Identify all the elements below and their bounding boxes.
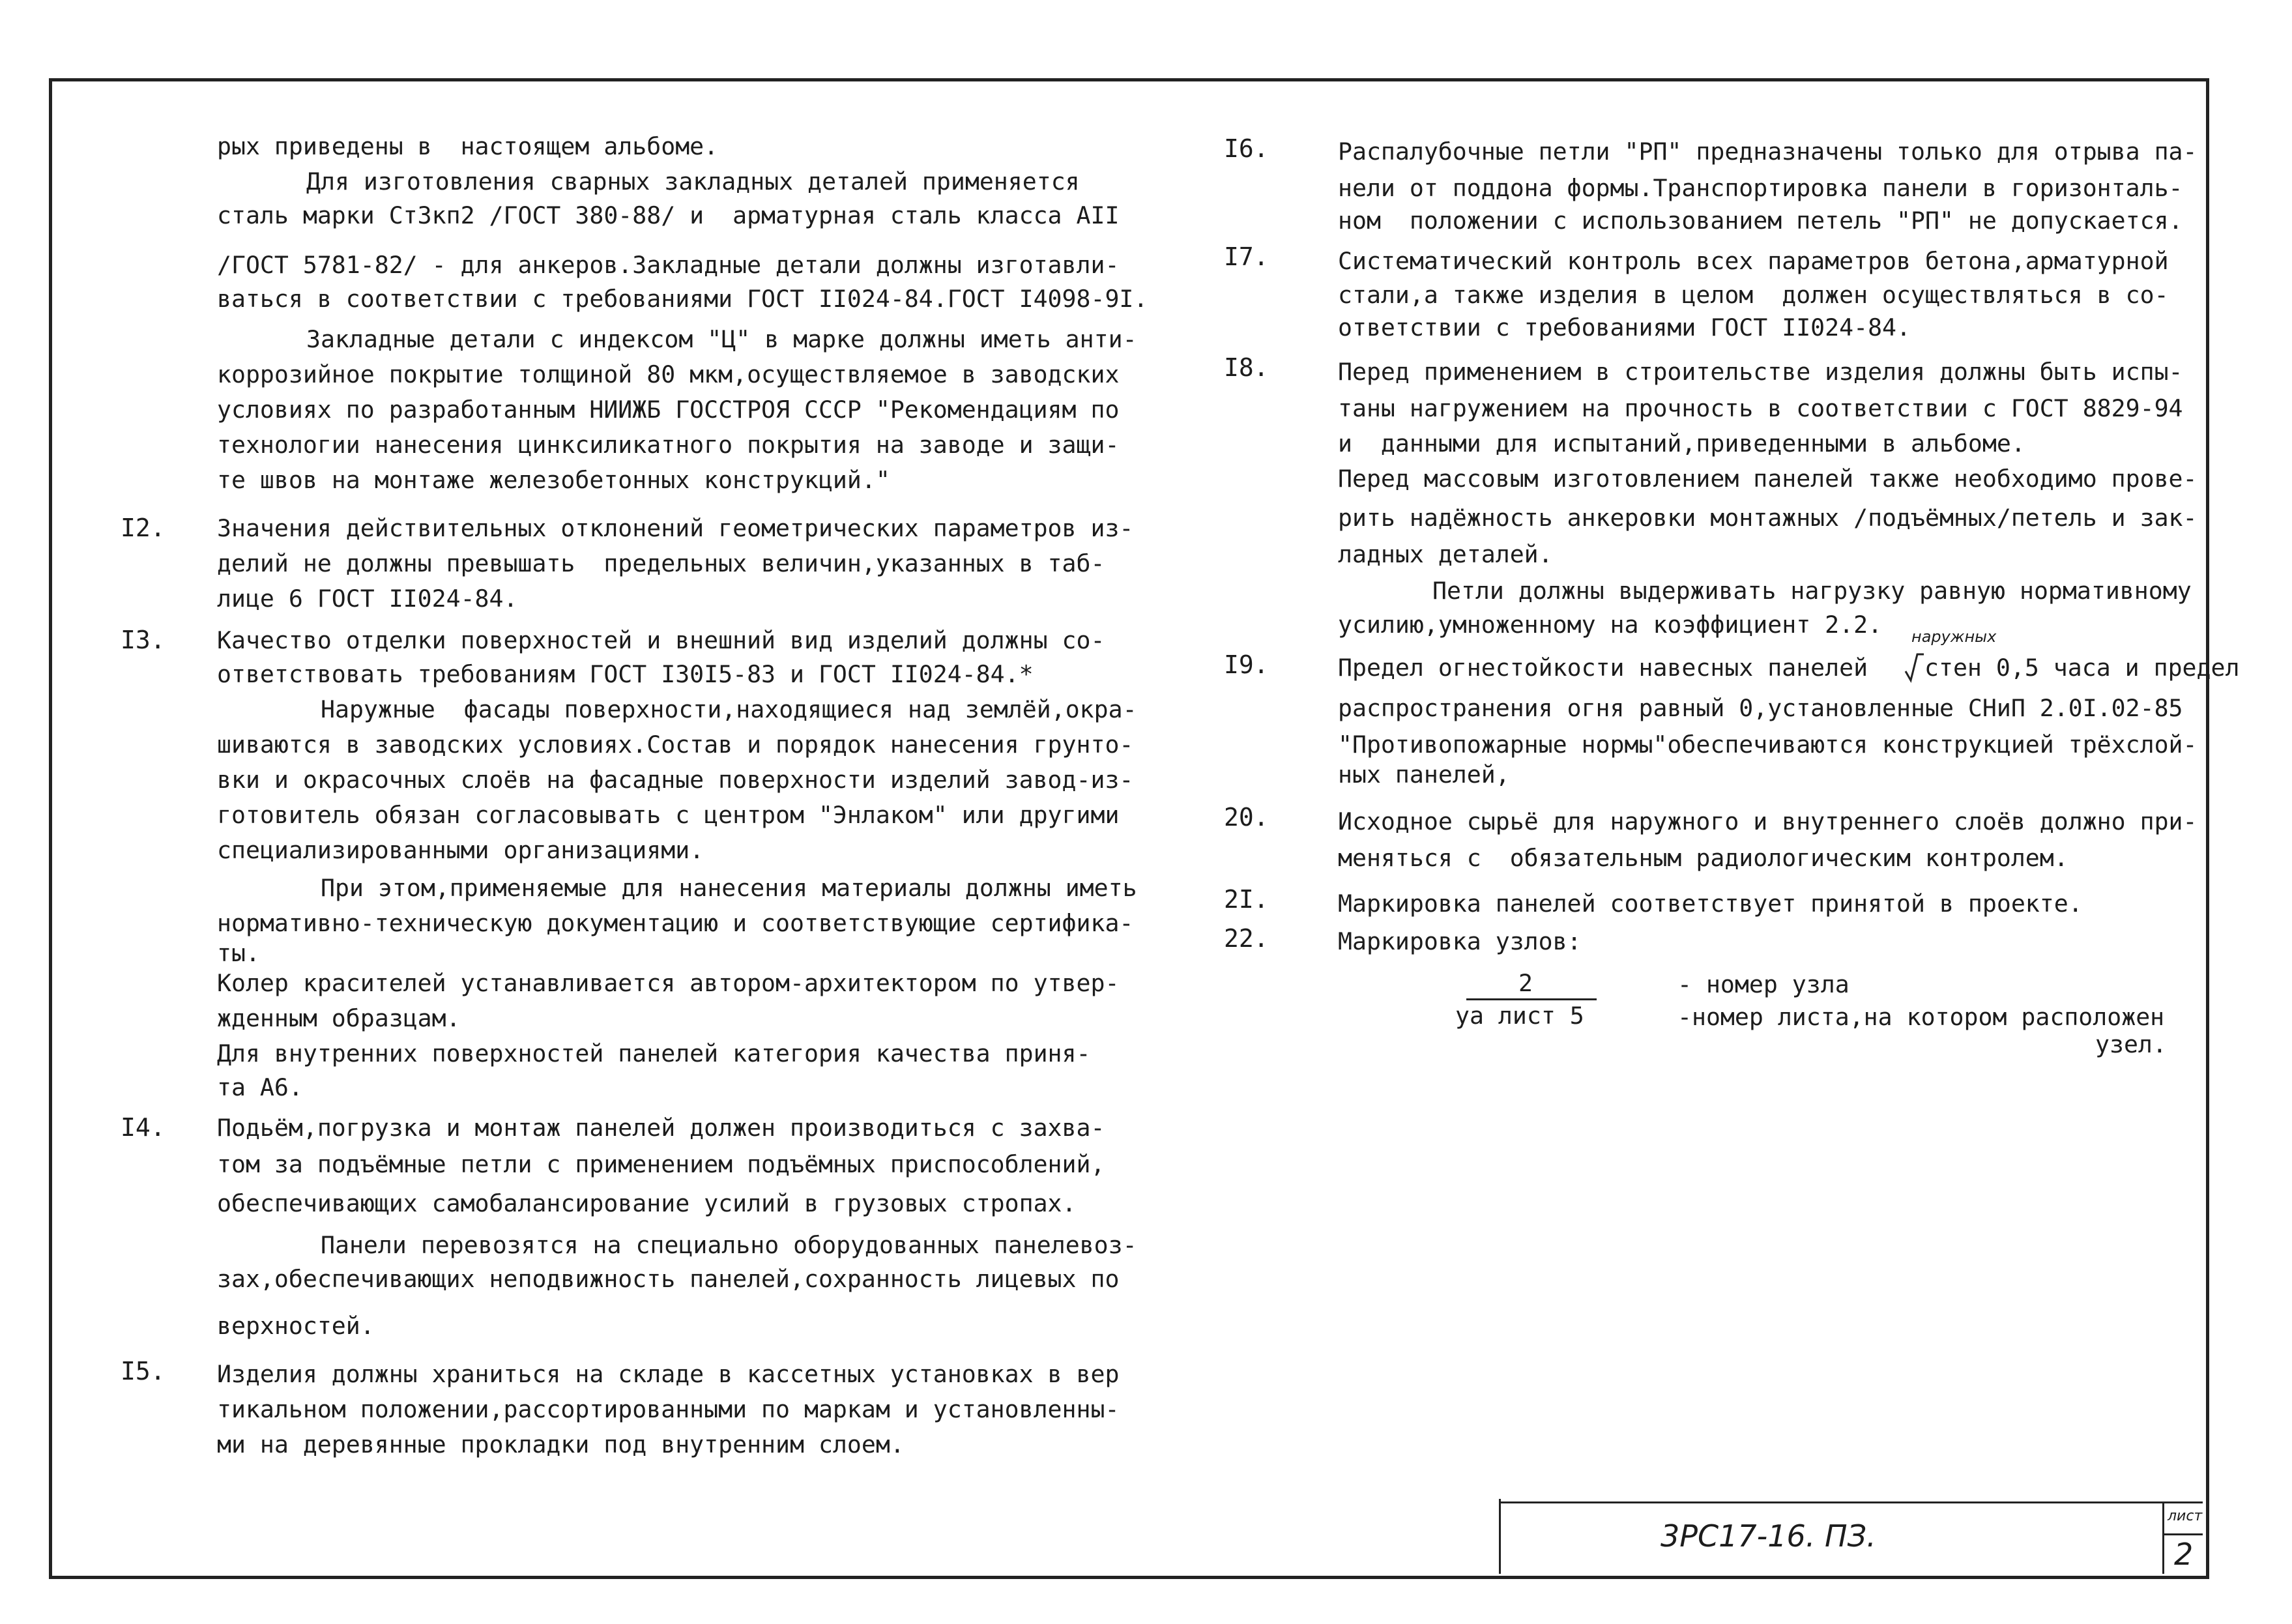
text-line: Петли должны выдерживать нагрузку равную нормативному bbox=[1432, 577, 2192, 605]
item-number: I5. bbox=[121, 1357, 166, 1385]
text-line: вки и окрасочных слоёв на фасадные поверхности изделий завод-из- bbox=[217, 766, 1134, 794]
text-line: те швов на монтаже железобетонных конструкций." bbox=[217, 466, 890, 494]
text-line: Подьём,погрузка и монтаж панелей должен производиться с захва- bbox=[217, 1114, 1105, 1142]
text-line: рых приведены в настоящем альбоме. bbox=[217, 132, 719, 160]
item-number: I3. bbox=[121, 626, 166, 654]
stamp-border bbox=[2162, 1533, 2203, 1535]
text-line: стали,а также изделия в целом должен осуществляться в со- bbox=[1338, 281, 2169, 309]
text-line: Для изготовления сварных закладных деталей применяется bbox=[306, 167, 1080, 196]
text-line: стен 0,5 часа и предел bbox=[1924, 654, 2240, 682]
text-line: верхностей. bbox=[217, 1312, 375, 1340]
text-line: шиваются в заводских условиях.Состав и порядок нанесения грунто- bbox=[217, 731, 1134, 759]
item-number: I9. bbox=[1224, 650, 1269, 679]
text-line: Маркировка узлов: bbox=[1338, 927, 1582, 955]
text-line: таны нагружением на прочность в соответствии с ГОСТ 8829-94 bbox=[1338, 394, 2183, 422]
text-line: том за подъёмные петли с применением подъёмных приспособлений, bbox=[217, 1150, 1105, 1178]
legend-divider bbox=[1466, 998, 1597, 1000]
text-line: Качество отделки поверхностей и внешний вид изделий должны со- bbox=[217, 626, 1105, 654]
item-number: 22. bbox=[1224, 924, 1269, 953]
stamp-border bbox=[2162, 1501, 2164, 1574]
text-line: Для внутренних поверхностей панелей категория качества приня- bbox=[217, 1039, 1091, 1067]
text-line: нормативно-техническую документацию и соответствующие сертифика- bbox=[217, 909, 1134, 937]
legend-node-number: 2 bbox=[1518, 969, 1533, 997]
stamp-border bbox=[1499, 1499, 1501, 1574]
legend-sheet-ref: уа лист 5 bbox=[1455, 1002, 1584, 1030]
text-line: сталь марки СтЗкп2 /ГОСТ 380-88/ и арматурная сталь класса AII bbox=[217, 201, 1120, 229]
text-line: и данными для испытаний,приведенными в альбоме. bbox=[1338, 429, 2025, 457]
item-number: 20. bbox=[1224, 803, 1269, 832]
text-line: ми на деревянные прокладки под внутренним слоем. bbox=[217, 1430, 905, 1458]
text-line: Предел огнестойкости навесных панелей bbox=[1338, 654, 1868, 682]
text-line: Маркировка панелей соответствует принятой в проекте. bbox=[1338, 890, 2083, 918]
text-line: обеспечивающих самобалансирование усилий в грузовых стропах. bbox=[217, 1189, 1077, 1217]
text-line: специализированными организациями. bbox=[217, 836, 704, 864]
text-line: Значения действительных отклонений геометрических параметров из- bbox=[217, 514, 1134, 542]
text-line: тикальном положении,рассортированными по маркам и установленны- bbox=[217, 1395, 1120, 1423]
text-line: зах,обеспечивающих неподвижность панелей,сохранность лицевых по bbox=[217, 1265, 1120, 1293]
text-line: Закладные детали с индексом "Ц" в марке должны иметь анти- bbox=[306, 325, 1137, 353]
sheet-number: 2 bbox=[2174, 1537, 2194, 1572]
text-line: ответствовать требованиям ГОСТ I30I5-83 и ГОСТ II024-84.* bbox=[217, 660, 1034, 688]
text-line: меняться с обязательным радиологическим контролем. bbox=[1338, 844, 2068, 872]
text-line: "Противопожарные нормы"обеспечиваются конструкцией трёхслой- bbox=[1338, 731, 2198, 759]
text-line: нели от поддона формы.Транспортировка панели в горизонталь- bbox=[1338, 174, 2183, 202]
text-line: Колер красителей устанавливается автором-архитектором по утвер- bbox=[217, 969, 1120, 997]
text-line: ных панелей, bbox=[1338, 761, 1510, 789]
sheet-label: лист bbox=[2168, 1508, 2203, 1524]
item-number: I6. bbox=[1224, 134, 1269, 163]
text-line: коррозийное покрытие толщиной 80 мкм,осуществляемое в заводских bbox=[217, 360, 1120, 388]
item-number: I2. bbox=[121, 514, 166, 542]
text-line: ответствии с требованиями ГОСТ II024-84. bbox=[1338, 313, 1911, 341]
document-code: 3РС17-16. ПЗ. bbox=[1661, 1518, 1876, 1554]
text-line: усилию,умноженному на коэффициент 2.2. bbox=[1338, 611, 1883, 639]
text-line: условиях по разработанным НИИЖБ ГОССТРОЯ СССР "Рекомендациям по bbox=[217, 396, 1120, 424]
text-line: ты. bbox=[217, 939, 260, 967]
legend-desc: -номер листа,на котором расположен bbox=[1677, 1003, 2165, 1031]
text-line: технологии нанесения цинксиликатного покрытия на заводе и защи- bbox=[217, 431, 1120, 459]
text-line: /ГОСТ 5781-82/ - для анкеров.Закладные детали должны изготавли- bbox=[217, 251, 1120, 279]
text-line: ладных деталей. bbox=[1338, 540, 1553, 568]
text-line: Распалубочные петли "РП" предназначены только для отрыва па- bbox=[1338, 138, 2198, 166]
item-number: I8. bbox=[1224, 353, 1269, 382]
text-line: При этом,применяемые для нанесения материалы должны иметь bbox=[321, 874, 1137, 902]
legend-desc: - номер узла bbox=[1677, 970, 1850, 998]
text-line: Наружные фасады поверхности,находящиеся над землёй,окра- bbox=[321, 695, 1137, 723]
text-line: жденным образцам. bbox=[217, 1004, 461, 1032]
text-line: делий не должны превышать предельных величин,указанных в таб- bbox=[217, 549, 1105, 577]
text-line: Изделия должны храниться на складе в кассетных установках в вер bbox=[217, 1360, 1120, 1388]
text-line: Систематический контроль всех параметров бетона,арматурной bbox=[1338, 247, 2169, 275]
item-number: 2I. bbox=[1224, 885, 1269, 914]
text-line: Исходное сырьё для наружного и внутреннего слоёв должно при- bbox=[1338, 807, 2198, 835]
text-line: та А6. bbox=[217, 1073, 303, 1101]
text-line: лице 6 ГОСТ II024-84. bbox=[217, 585, 518, 613]
text-line: Перед применением в строительстве изделия должны быть испы- bbox=[1338, 358, 2183, 386]
text-line: ваться в соответствии с требованиями ГОСТ II024-84.ГОСТ I4098-9I. bbox=[217, 285, 1148, 313]
item-number: I4. bbox=[121, 1113, 166, 1142]
text-line: ном положении с использованием петель "РП" не допускается. bbox=[1338, 207, 2183, 235]
text-line: рить надёжность анкеровки монтажных /подъёмных/петель и зак- bbox=[1338, 504, 2198, 532]
text-line: распространения огня равный 0,установленные СНиП 2.0I.02-85 bbox=[1338, 694, 2183, 722]
legend-desc: узел. bbox=[2095, 1030, 2167, 1058]
handwritten-insert: наружных bbox=[1911, 628, 1997, 646]
insertion-mark-icon bbox=[1904, 652, 1924, 684]
item-number: I7. bbox=[1224, 242, 1269, 271]
text-line: Панели перевозятся на специально оборудованных панелевоз- bbox=[321, 1231, 1137, 1259]
text-line: готовитель обязан согласовывать с центром "Энлаком" или другими bbox=[217, 801, 1120, 829]
text-line: Перед массовым изготовлением панелей также необходимо прове- bbox=[1338, 465, 2198, 493]
stamp-border bbox=[1499, 1501, 2203, 1503]
